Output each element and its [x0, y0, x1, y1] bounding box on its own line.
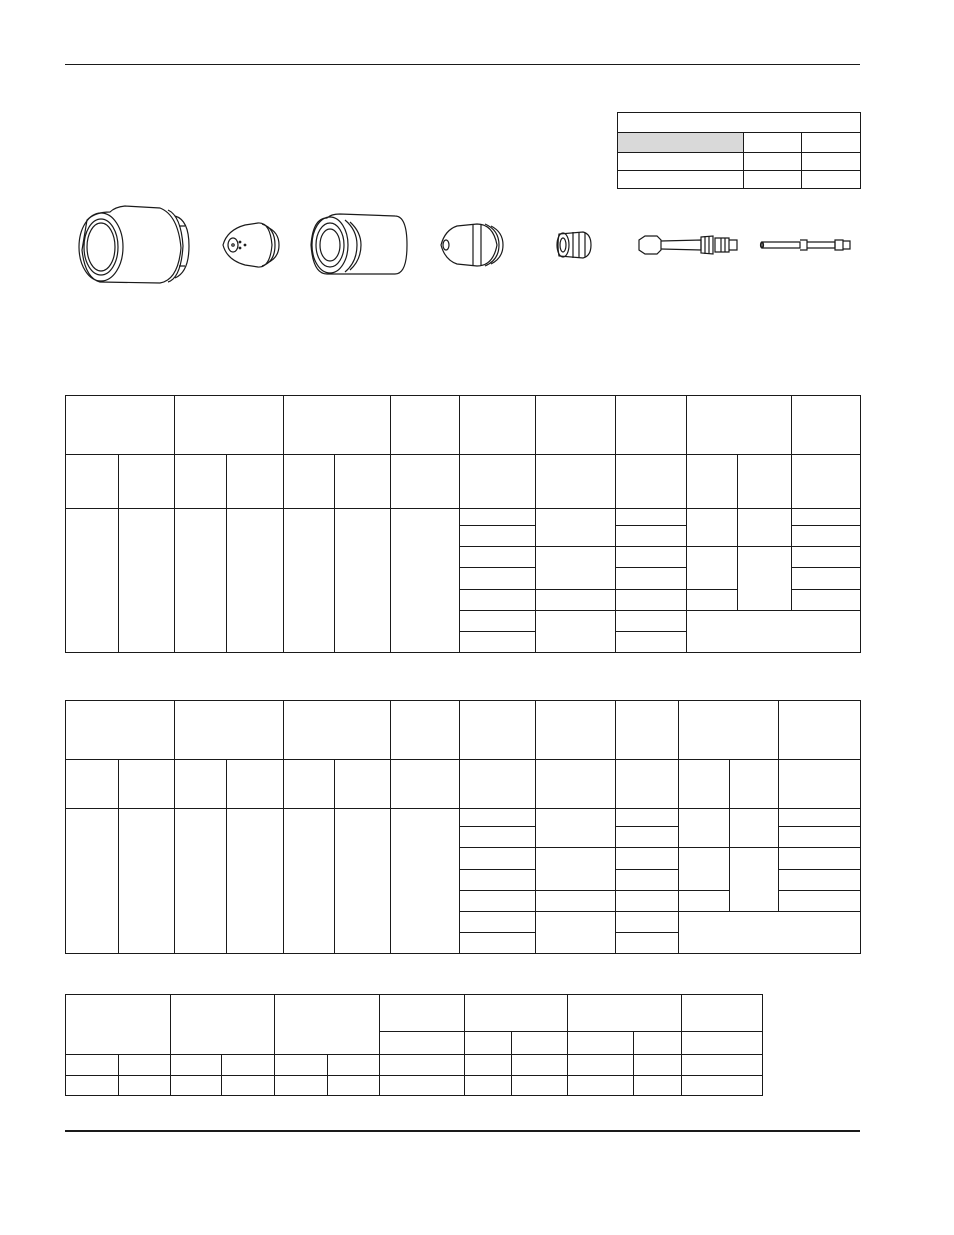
data-cell	[738, 509, 792, 547]
header-cell	[465, 995, 568, 1032]
subheader-cell	[119, 455, 175, 509]
subheader-cell	[536, 760, 616, 809]
data-cell	[536, 590, 616, 611]
data-cell	[779, 870, 861, 891]
data-cell	[380, 1076, 465, 1096]
header-rule	[65, 64, 860, 65]
data-cell	[634, 1055, 682, 1076]
data-cell	[616, 526, 687, 547]
subheader-cell	[634, 1032, 682, 1055]
data-cell	[66, 809, 119, 954]
subheader-cell	[536, 455, 616, 509]
legend-cell	[744, 153, 802, 171]
data-cell	[335, 809, 391, 954]
data-cell	[792, 568, 861, 590]
header-cell	[391, 701, 460, 760]
subheader-cell	[512, 1032, 568, 1055]
subheader-cell	[335, 455, 391, 509]
data-cell	[568, 1076, 634, 1096]
data-cell	[460, 870, 536, 891]
data-cell	[634, 1076, 682, 1096]
data-cell	[171, 1076, 222, 1096]
legend-head-cell	[744, 133, 802, 153]
process-table-3	[65, 994, 763, 1096]
data-cell	[616, 933, 679, 954]
data-cell	[328, 1076, 380, 1096]
data-cell	[391, 809, 460, 954]
data-cell	[460, 912, 536, 933]
header-cell	[284, 701, 391, 760]
header-cell	[66, 701, 175, 760]
data-cell	[275, 1055, 328, 1076]
data-cell	[730, 809, 779, 848]
subheader-cell	[391, 455, 460, 509]
subheader-cell	[227, 760, 284, 809]
header-cell	[380, 995, 465, 1032]
header-cell	[460, 701, 536, 760]
data-cell	[119, 1055, 171, 1076]
data-cell	[66, 509, 119, 653]
footer-rule	[65, 1130, 860, 1132]
subheader-cell	[465, 1032, 512, 1055]
data-cell	[616, 611, 687, 632]
header-cell	[536, 701, 616, 760]
data-cell	[465, 1055, 512, 1076]
data-cell	[66, 1055, 119, 1076]
subheader-cell	[616, 760, 679, 809]
data-cell	[779, 848, 861, 870]
shield-icon	[79, 206, 189, 283]
data-cell	[460, 611, 536, 632]
subheader-cell	[779, 760, 861, 809]
data-cell	[460, 590, 536, 611]
legend-cell	[618, 153, 744, 171]
consumable-parts-illustration	[65, 190, 860, 300]
data-cell	[175, 809, 227, 954]
data-cell	[616, 509, 687, 526]
subheader-cell	[616, 455, 687, 509]
header-cell	[687, 396, 792, 455]
data-cell	[460, 809, 536, 827]
header-cell	[536, 396, 616, 455]
header-cell	[66, 995, 171, 1055]
water-tube-icon	[761, 240, 851, 250]
process-table-2	[65, 700, 861, 954]
data-cell	[328, 1055, 380, 1076]
subheader-cell	[460, 455, 536, 509]
header-cell	[792, 396, 861, 455]
data-cell	[687, 590, 738, 611]
legend-table	[617, 112, 861, 189]
data-cell	[568, 1055, 634, 1076]
data-cell	[460, 568, 536, 590]
data-cell	[682, 1055, 763, 1076]
header-cell	[284, 396, 391, 455]
data-cell	[335, 509, 391, 653]
legend-cell	[802, 153, 861, 171]
data-cell	[616, 891, 679, 912]
data-cell	[616, 870, 679, 891]
subheader-cell	[792, 455, 861, 509]
header-cell	[779, 701, 861, 760]
legend-head-cell	[802, 133, 861, 153]
header-cell	[391, 396, 460, 455]
data-cell	[616, 827, 679, 848]
data-cell	[738, 547, 792, 611]
data-cell	[460, 827, 536, 848]
data-cell	[119, 509, 175, 653]
data-cell	[536, 912, 616, 954]
shield-cap-icon	[223, 223, 279, 267]
legend-cell	[744, 171, 802, 189]
data-cell	[687, 509, 738, 547]
data-cell	[391, 509, 460, 653]
swirl-ring-icon	[557, 232, 591, 258]
data-cell	[66, 1076, 119, 1096]
nozzle-icon	[441, 224, 503, 266]
data-cell	[779, 891, 861, 912]
data-cell	[465, 1076, 512, 1096]
data-cell	[222, 1076, 275, 1096]
data-cell	[779, 827, 861, 848]
subheader-cell	[175, 455, 227, 509]
data-cell	[512, 1055, 568, 1076]
data-cell	[512, 1076, 568, 1096]
data-cell	[687, 611, 861, 653]
subheader-cell	[391, 760, 460, 809]
subheader-cell	[460, 760, 536, 809]
data-cell	[616, 632, 687, 653]
electrode-icon	[639, 236, 737, 254]
data-cell	[460, 547, 536, 568]
data-cell	[284, 509, 335, 653]
data-cell	[536, 547, 616, 590]
subheader-cell	[175, 760, 227, 809]
data-cell	[687, 547, 738, 590]
data-cell	[227, 509, 284, 653]
legend-caption	[618, 113, 861, 133]
subheader-cell	[284, 760, 335, 809]
subheader-cell	[730, 760, 779, 809]
subheader-cell	[380, 1032, 465, 1055]
header-cell	[682, 995, 763, 1032]
legend-cell	[802, 171, 861, 189]
data-cell	[792, 590, 861, 611]
data-cell	[275, 1076, 328, 1096]
subheader-cell	[284, 455, 335, 509]
subheader-cell	[66, 760, 119, 809]
subheader-cell	[679, 760, 730, 809]
data-cell	[536, 848, 616, 891]
header-cell	[275, 995, 380, 1055]
header-cell	[66, 396, 175, 455]
data-cell	[616, 547, 687, 568]
data-cell	[119, 809, 175, 954]
subheader-cell	[119, 760, 175, 809]
data-cell	[380, 1055, 465, 1076]
header-cell	[568, 995, 682, 1032]
retaining-cap-icon	[311, 214, 407, 274]
header-cell	[616, 396, 687, 455]
subheader-cell	[227, 455, 284, 509]
data-cell	[536, 891, 616, 912]
header-cell	[175, 396, 284, 455]
data-cell	[616, 912, 679, 933]
data-cell	[730, 848, 779, 912]
data-cell	[792, 509, 861, 526]
process-table-1	[65, 395, 861, 653]
data-cell	[460, 509, 536, 526]
data-cell	[616, 848, 679, 870]
data-cell	[536, 611, 616, 653]
data-cell	[460, 933, 536, 954]
data-cell	[227, 809, 284, 954]
data-cell	[679, 848, 730, 891]
data-cell	[792, 547, 861, 568]
header-cell	[616, 701, 679, 760]
data-cell	[616, 809, 679, 827]
header-cell	[175, 701, 284, 760]
data-cell	[460, 526, 536, 547]
subheader-cell	[687, 455, 738, 509]
data-cell	[679, 891, 730, 912]
data-cell	[460, 848, 536, 870]
subheader-cell	[66, 455, 119, 509]
data-cell	[119, 1076, 171, 1096]
subheader-cell	[738, 455, 792, 509]
data-cell	[171, 1055, 222, 1076]
data-cell	[682, 1076, 763, 1096]
subheader-cell	[682, 1032, 763, 1055]
data-cell	[175, 509, 227, 653]
header-cell	[171, 995, 275, 1055]
data-cell	[536, 509, 616, 547]
data-cell	[222, 1055, 275, 1076]
data-cell	[679, 809, 730, 848]
header-cell	[679, 701, 779, 760]
subheader-cell	[335, 760, 391, 809]
legend-cell	[618, 171, 744, 189]
data-cell	[460, 632, 536, 653]
data-cell	[779, 809, 861, 827]
data-cell	[536, 809, 616, 848]
data-cell	[616, 568, 687, 590]
data-cell	[792, 526, 861, 547]
data-cell	[284, 809, 335, 954]
data-cell	[616, 590, 687, 611]
subheader-cell	[568, 1032, 634, 1055]
legend-head-cell	[618, 133, 744, 153]
data-cell	[679, 912, 861, 954]
data-cell	[460, 891, 536, 912]
header-cell	[460, 396, 536, 455]
